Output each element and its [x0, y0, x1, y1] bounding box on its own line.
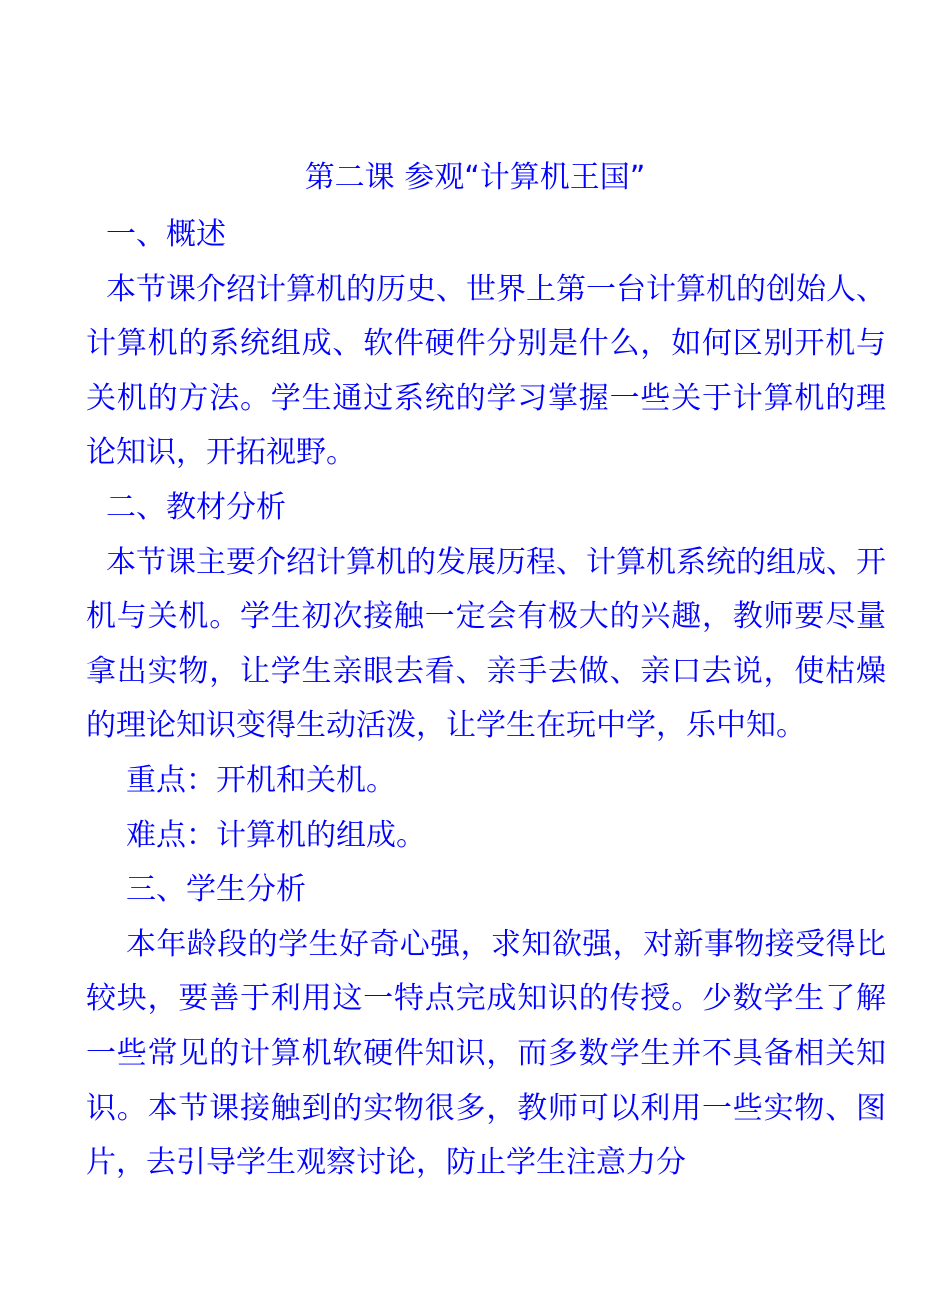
- analysis-paragraph: 本节课主要介绍计算机的发展历程、计算机系统的组成、开机与关机。学生初次接触一定会有极大的兴趣，教师要尽量拿出实物，让学生亲眼去看、亲手去做、亲口去说，使枯燥的理论知识变得生动活泼，让学生在玩中学，乐中知。: [86, 544, 886, 744]
- overview-paragraph: 本节课介绍计算机的历史、世界上第一台计算机的创始人、计算机的系统组成、软件硬件分别是什么，如何区别开机与关机的方法。学生通过系统的学习掌握一些关于计算机的理论知识，开拓视野。: [86, 271, 886, 471]
- analysis-heading: 二、教材分析: [106, 489, 286, 525]
- document-body: [86, 208, 886, 1191]
- overview-heading: 一、概述: [106, 217, 226, 252]
- difficult-point: 难点：计算机的组成。: [126, 817, 426, 853]
- student-paragraph: 本年龄段的学生好奇心强，求知欲强，对新事物接受得比较块，要善于利用这一特点完成知识的传授。少数学生了解一些常见的计算机软硬件知识，而多数学生并不具备相关知识。本节课接触到的实物很多，教师可以利用一些实物、图片，去引导学生观察讨论，防止学生注意力分: [86, 926, 886, 1181]
- lesson-title: 第二课 参观“计算机王国”: [304, 160, 646, 195]
- student-heading: 三、学生分析: [126, 872, 306, 908]
- key-point: 重点：开机和关机。: [126, 762, 396, 798]
